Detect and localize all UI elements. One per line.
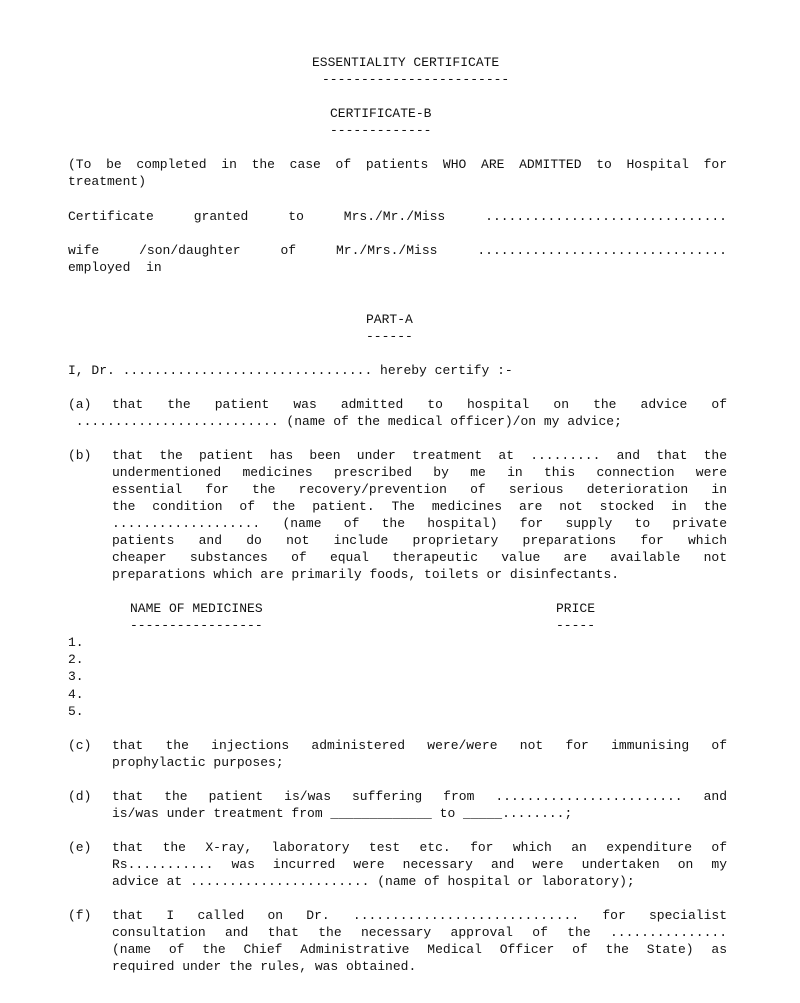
medicines-column-header: NAME OF MEDICINES xyxy=(130,601,263,616)
clause-c-marker: (c) xyxy=(68,738,92,753)
clause-f-line-1: that I called on Dr. ............................. for specialist xyxy=(112,908,727,923)
medicine-row-3: 3. xyxy=(68,669,84,684)
granted-to-line: Certificate granted to Mrs./Mr./Miss ............................... xyxy=(68,209,727,224)
clause-b-line-5: ................... (name of the hospital) for supply to private xyxy=(112,516,727,531)
intro-line-1: (To be completed in the case of patients WHO ARE ADMITTED to Hospital for xyxy=(68,157,727,172)
clause-f-line-4: required under the rules, was obtained. xyxy=(112,959,417,974)
medicine-row-5: 5. xyxy=(68,704,84,719)
clause-f-line-2: consultation and that the necessary approval of the ............... xyxy=(112,925,727,940)
certificate-subtitle: CERTIFICATE-B xyxy=(330,106,432,121)
certify-statement: I, Dr. ................................ hereby certify :- xyxy=(68,363,513,378)
medicines-column-rule: ----------------- xyxy=(130,618,263,633)
clause-b-line-8: preparations which are primarily foods, toilets or disinfectants. xyxy=(112,567,620,582)
clause-a-marker: (a) xyxy=(68,397,92,412)
clause-e-line-2: Rs........... was incurred were necessary and were undertaken on my xyxy=(112,857,727,872)
clause-d-line-1: that the patient is/was suffering from ........................ and xyxy=(112,789,727,804)
clause-b-line-4: the condition of the patient. The medicines are not stocked in the xyxy=(112,499,727,514)
clause-b-line-3: essential for the recovery/prevention of serious deterioration in xyxy=(112,482,727,497)
medicine-row-4: 4. xyxy=(68,687,84,702)
clause-d-line-2: is/was under treatment from _____________ to _____........; xyxy=(112,806,573,821)
part-a-heading: PART-A xyxy=(366,312,413,327)
title-underline: ------------------------ xyxy=(322,72,510,87)
clause-f-marker: (f) xyxy=(68,908,92,923)
clause-b-line-2: undermentioned medicines prescribed by me in this connection were xyxy=(112,465,727,480)
clause-e-marker: (e) xyxy=(68,840,92,855)
part-a-underline: ------ xyxy=(366,329,413,344)
clause-b-line-6: patients and do not include proprietary preparations for which xyxy=(112,533,727,548)
employed-in-line: employed in xyxy=(68,260,162,275)
relation-line: wife /son/daughter of Mr./Mrs./Miss ................................ xyxy=(68,243,727,258)
clause-e-line-3: advice at ....................... (name of hospital or laboratory); xyxy=(112,874,635,889)
price-column-header: PRICE xyxy=(556,601,596,616)
price-column-rule: ----- xyxy=(556,618,596,633)
clause-a-line-2: .......................... (name of the medical officer)/on my advice; xyxy=(68,414,622,429)
clause-c-line-1: that the injections administered were/were not for immunising of xyxy=(112,738,727,753)
clause-f-line-3: (name of the Chief Administrative Medical Officer of the State) as xyxy=(112,942,727,957)
clause-e-line-1: that the X-ray, laboratory test etc. for which an expenditure of xyxy=(112,840,727,855)
intro-line-2: treatment) xyxy=(68,174,147,189)
medicine-row-2: 2. xyxy=(68,652,84,667)
certificate-title: ESSENTIALITY CERTIFICATE xyxy=(312,55,500,70)
clause-a-line-1: that the patient was admitted to hospital on the advice of xyxy=(112,397,727,412)
clause-c-line-2: prophylactic purposes; xyxy=(112,755,284,770)
clause-b-line-7: cheaper substances of equal therapeutic value are available not xyxy=(112,550,727,565)
clause-d-marker: (d) xyxy=(68,789,92,804)
clause-b-marker: (b) xyxy=(68,448,92,463)
subtitle-underline: ------------- xyxy=(330,123,432,138)
clause-b-line-1: that the patient has been under treatment at ......... and that the xyxy=(112,448,727,463)
medicine-row-1: 1. xyxy=(68,635,84,650)
